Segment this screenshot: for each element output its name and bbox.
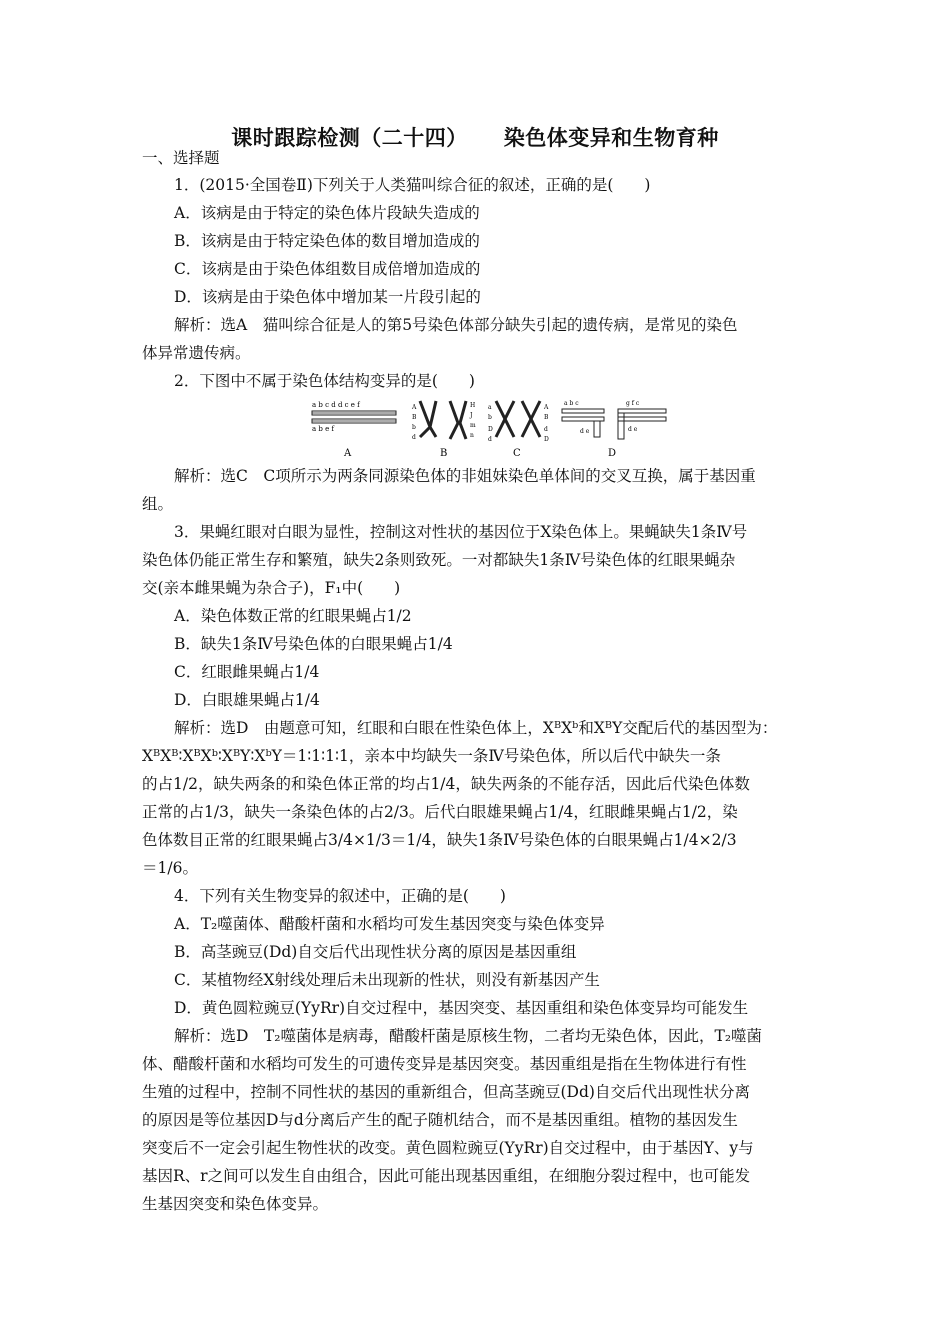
question-3-analysis-cont-2: 的占1/2，缺失两条的和染色体正常的均占1/4，缺失两条的不能存活，因此后代染色体数 (142, 775, 750, 793)
question-4-analysis-cont-6: 生基因突变和染色体变异。 (142, 1195, 329, 1213)
question-1-stem: 1．(2015·全国卷Ⅱ)下列关于人类猫叫综合征的叙述，正确的是( ) (174, 176, 651, 194)
question-2-analysis: 解析：选C C项所示为两条同源染色体的非姐妹染色单体间的交叉互换，属于基因重 (174, 467, 756, 485)
question-3-option-b: B．缺失1条Ⅳ号染色体的白眼果蝇占1/4 (174, 635, 453, 653)
panel-b-gene-7: m (470, 422, 476, 429)
question-3-option-c: C．红眼雌果蝇占1/4 (174, 663, 320, 681)
question-2-stem: 2．下图中不属于染色体结构变异的是( ) (174, 372, 475, 390)
section-heading: 一、选择题 (142, 149, 220, 167)
question-3-analysis-cont-5: ＝1/6。 (142, 859, 198, 877)
question-1-option-d: D．该病是由于染色体中增加某一片段引起的 (174, 288, 481, 306)
panel-d-right-top: g f c (626, 400, 640, 407)
panel-d-right-bottom: d e (628, 426, 638, 433)
panel-b-gene-5: H (470, 402, 476, 409)
panel-b-gene-4: d (412, 434, 416, 441)
panel-b-gene-8: n (470, 432, 474, 439)
panel-label-d: D (608, 448, 617, 459)
question-4-analysis: 解析：选D T₂噬菌体是病毒，醋酸杆菌是原核生物，二者均无染色体，因此，T₂噬菌 (174, 1027, 763, 1045)
question-3-analysis-cont-1: XᴮXᴮ∶XᴮXᵇ∶XᴮY∶XᵇY＝1∶1∶1∶1，亲本中均缺失一条Ⅳ号染色体，所以后代中缺失一条 (142, 747, 721, 765)
panel-label-b: B (440, 448, 448, 459)
panel-c-gene-6: B (544, 414, 549, 421)
question-4-analysis-cont-1: 体、醋酸杆菌和水稻均可发生的可遗传变异是基因突变。基因重组是指在生物体进行有性 (142, 1055, 747, 1073)
question-3-option-a: A．染色体数正常的红眼果蝇占1/2 (174, 607, 412, 625)
figure-panel-a (312, 401, 396, 459)
panel-c-gene-4: d (488, 436, 492, 443)
question-3-stem-cont-1: 染色体仍能正常生存和繁殖，缺失2条则致死。一对都缺失1条Ⅳ号染色体的红眼果蝇杂 (142, 551, 736, 569)
question-3-option-d: D．白眼雄果蝇占1/4 (174, 691, 320, 709)
question-4-analysis-cont-2: 生殖的过程中，控制不同性状的基因的重新组合，但高茎豌豆(Dd)自交后代出现性状分离 (142, 1083, 750, 1101)
question-3-stem-cont-2: 交(亲本雌果蝇为杂合子)，F₁中( ) (142, 579, 401, 597)
figure-panel-c (488, 401, 549, 459)
panel-d-left-top: a b c (564, 400, 579, 407)
question-1-option-a: A．该病是由于特定的染色体片段缺失造成的 (174, 204, 480, 222)
panel-c-gene-7: d (544, 426, 548, 433)
panel-a-top-genes: a b c d d c e f (312, 401, 360, 409)
title-part-2: 染色体变异和生物育种 (503, 126, 719, 150)
panel-b-gene-2: B (412, 414, 417, 421)
question-4-option-c: C．某植物经X射线处理后未出现新的性状，则没有新基因产生 (174, 971, 600, 989)
question-2-analysis-cont: 组。 (142, 495, 174, 513)
question-1-analysis-cont: 体异常遗传病。 (142, 344, 251, 362)
figure-panel-d (562, 400, 666, 459)
figure-panel-b (411, 401, 476, 459)
panel-b-gene-3: b (412, 424, 416, 431)
chromosome-figure (310, 397, 670, 459)
panel-c-gene-1: a (488, 404, 492, 411)
panel-b-gene-1: A (412, 404, 417, 411)
question-1-option-b: B．该病是由于特定染色体的数目增加造成的 (174, 232, 480, 250)
question-4-option-d: D．黄色圆粒豌豆(YyRr)自交过程中，基因突变、基因重组和染色体变异均可能发生 (174, 999, 749, 1017)
question-1-option-c: C．该病是由于染色体组数目成倍增加造成的 (174, 260, 481, 278)
question-1-analysis: 解析：选A 猫叫综合征是人的第5号染色体部分缺失引起的遗传病，是常见的染色 (174, 316, 738, 334)
question-3-stem: 3．果蝇红眼对白眼为显性，控制这对性状的基因位于X染色体上。果蝇缺失1条Ⅳ号 (174, 523, 748, 541)
panel-label-a: A (344, 448, 352, 459)
question-3-analysis-cont-4: 色体数目正常的红眼果蝇占3/4×1/3＝1/4，缺失1条Ⅳ号染色体的白眼果蝇占1/4×2/3 (142, 831, 737, 849)
question-4-analysis-cont-3: 的原因是等位基因D与d分离后产生的配子随机结合，而不是基因重组。植物的基因发生 (142, 1111, 738, 1129)
question-4-analysis-cont-5: 基因R、r之间可以发生自由组合，因此可能出现基因重组，在细胞分裂过程中，也可能发 (142, 1167, 751, 1185)
panel-label-c: C (513, 448, 521, 459)
panel-c-gene-3: D (488, 426, 493, 433)
panel-c-gene-8: D (544, 436, 549, 443)
question-4-option-b: B．高茎豌豆(Dd)自交后代出现性状分离的原因是基因重组 (174, 943, 577, 961)
panel-d-left-bottom: d e (580, 428, 590, 435)
panel-b-gene-6: J (470, 412, 473, 419)
question-4-analysis-cont-4: 突变后不一定会引起生物性状的改变。黄色圆粒豌豆(YyRr)自交过程中，由于基因Y、y与 (142, 1139, 754, 1157)
panel-a-bottom-genes: a b e f (312, 425, 335, 433)
question-3-analysis-cont-3: 正常的占1/3，缺失一条染色体的占2/3。后代白眼雄果蝇占1/4，红眼雌果蝇占1/2，染 (142, 803, 738, 821)
question-4-stem: 4．下列有关生物变异的叙述中，正确的是( ) (174, 887, 506, 905)
panel-c-gene-2: b (488, 414, 492, 421)
question-4-option-a: A．T₂噬菌体、醋酸杆菌和水稻均可发生基因突变与染色体变异 (174, 915, 605, 933)
question-3-analysis: 解析：选D 由题意可知，红眼和白眼在性染色体上，XᴮXᵇ和XᴮY交配后代的基因型为： (174, 719, 778, 737)
title-part-1: 课时跟踪检测（二十四） (231, 126, 468, 150)
panel-c-gene-5: A (544, 404, 549, 411)
